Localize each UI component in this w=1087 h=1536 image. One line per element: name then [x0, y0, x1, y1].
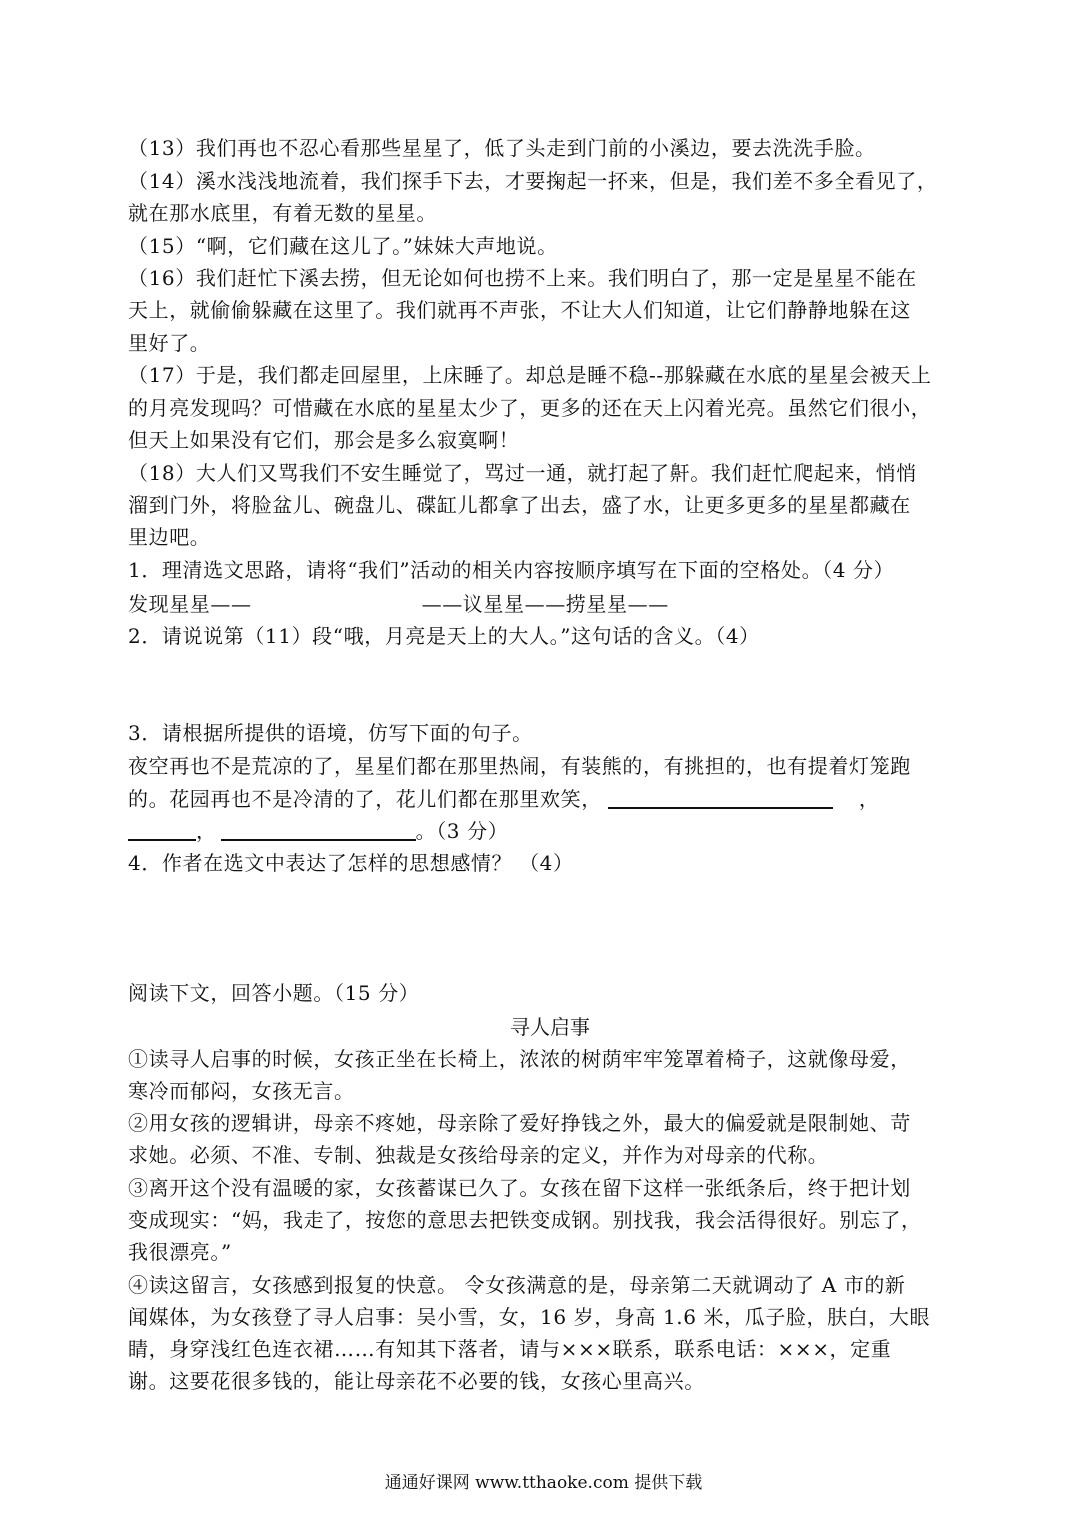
q3-answer-blank-1[interactable]: [608, 787, 833, 809]
question-4: 4．作者在选文中表达了怎样的思想感情？ （4）: [128, 851, 574, 875]
passage-2-p4-line2: 闻媒体，为女孩登了寻人启事：吴小雪，女，16 岁，身高 1.6 米，瓜子脸，肤白，大眼: [128, 1305, 931, 1329]
passage-2-p4-line3: 睛，身穿浅红色连衣裙……有知其下落者，请与×××联系，联系电话：×××，定重: [128, 1337, 892, 1361]
paragraph-16-line1: （16）我们赶忙下溪去捞，但无论如何也捞不上来。我们明白了，那一定是星星不能在: [128, 266, 917, 290]
paragraph-13: （13）我们再也不忍心看那些星星了，低了头走到门前的小溪边，要去洗洗手脸。: [128, 136, 876, 160]
passage-2-p3-line3: 我很漂亮。”: [128, 1240, 232, 1264]
passage-2-title: 寻人启事: [510, 1015, 590, 1039]
q1-remaining-steps: ——议星星——捞星星——: [421, 592, 669, 616]
paragraph-18-line3: 里边吧。: [128, 525, 211, 549]
question-2: 2．请说说第（11）段“哦，月亮是天上的大人。”这句话的含义。（4）: [128, 624, 760, 648]
passage-2-p3-line2: 变成现实：“妈，我走了，按您的意思去把铁变成钢。别找我，我会活得很好。别忘了，: [128, 1208, 922, 1232]
passage-2-p1-line2: 寒冷而郁闷，女孩无言。: [128, 1079, 355, 1103]
paragraph-16-line2: 天上，就偷偷躲藏在这里了。我们就再不声张，不让大人们知道，让它们静静地躲在这: [128, 298, 911, 322]
question-1: 1．理清选文思路，请将“我们”活动的相关内容按顺序填写在下面的空格处。（4 分）: [128, 558, 895, 582]
passage-2-intro: 阅读下文，回答小题。（15 分）: [128, 981, 420, 1005]
paragraph-14-line1: （14）溪水浅浅地流着，我们探手下去，才要掬起一抔来，但是，我们差不多全看见了，: [128, 169, 938, 193]
passage-2-p4-line4: 谢。这要花很多钱的，能让母亲花不必要的钱，女孩心里高兴。: [128, 1369, 705, 1393]
passage-2-p3-line1: ③离开这个没有温暖的家，女孩蓄谋已久了。女孩在留下这样一张纸条后，终于把计划: [128, 1176, 911, 1200]
q3-comma-2: ，: [196, 819, 217, 843]
paragraph-14-line2: 就在那水底里，有着无数的星星。: [128, 201, 437, 225]
q3-answer-blank-3[interactable]: [221, 819, 416, 841]
question-3-answer-line: [128, 818, 508, 844]
question-3-context-line2: [128, 786, 879, 812]
paragraph-15: （15）“啊，它们藏在这儿了。”妹妹大声地说。: [128, 234, 558, 258]
q3-end-text: 。（3 分）: [415, 819, 509, 843]
question-3: 3．请根据所提供的语境，仿写下面的句子。: [128, 721, 533, 745]
paragraph-18-line2: 溜到门外，将脸盆儿、碗盘儿、碟缸儿都拿了出去，盛了水，让更多更多的星星都藏在: [128, 493, 911, 517]
q3-prompt-text: 的。花园再也不是冷清的了，花儿们都在那里欢笑，: [128, 787, 602, 811]
question-3-context-line1: 夜空再也不是荒凉的了，星星们都在那里热闹，有装熊的，有挑担的，也有提着灯笼跑: [128, 754, 911, 778]
paragraph-17-line1: （17）于是，我们都走回屋里，上床睡了。却总是睡不稳--那躲藏在水底的星星会被天上: [128, 363, 932, 387]
page-footer: 通通好课网 www.tthaoke.com 提供下载: [384, 1473, 703, 1493]
passage-2-p2-line1: ②用女孩的逻辑讲，母亲不疼她，母亲除了爱好挣钱之外，最大的偏爱就是限制她、苛: [128, 1111, 911, 1135]
paragraph-17-line3: 但天上如果没有它们，那会是多么寂寞啊！: [128, 428, 520, 452]
q3-answer-blank-2[interactable]: [128, 819, 196, 841]
question-1-answer-line: [128, 591, 669, 617]
paragraph-17-line2: 的月亮发现吗？可惜藏在水底的星星太少了，更多的还在天上闪着光亮。虽然它们很小，: [128, 396, 932, 420]
q3-comma-1: ，: [858, 787, 880, 811]
paragraph-16-line3: 里好了。: [128, 331, 211, 355]
q1-first-step: 发现星星——: [128, 592, 252, 616]
passage-2-p1-line1: ①读寻人启事的时候，女孩正坐在长椅上，浓浓的树荫牢牢笼罩着椅子，这就像母爱，: [128, 1047, 911, 1071]
passage-2-p4-line1: ④读这留言，女孩感到报复的快意。 令女孩满意的是，母亲第二天就调动了 A 市的新: [128, 1273, 906, 1297]
paragraph-18-line1: （18）大人们又骂我们不安生睡觉了，骂过一通，就打起了鼾。我们赶忙爬起来，悄悄: [128, 461, 917, 485]
passage-2-p2-line2: 求她。必须、不准、专制、独裁是女孩给母亲的定义，并作为对母亲的代称。: [128, 1143, 829, 1167]
